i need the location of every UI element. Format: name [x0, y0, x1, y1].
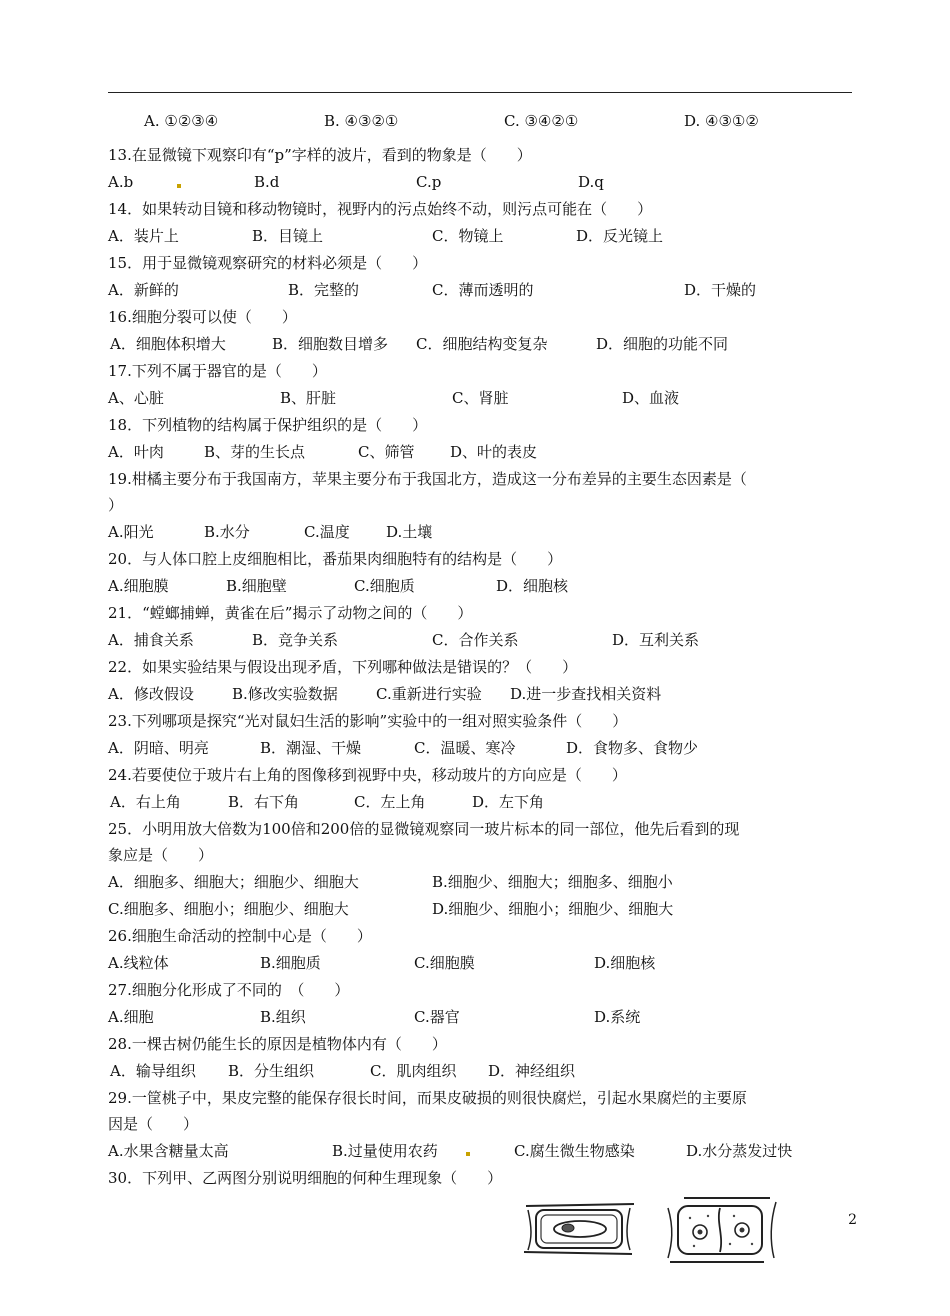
option-d: D．神经组织: [488, 1062, 576, 1080]
q30-stem: 30．下列甲、乙两图分别说明细胞的何种生理现象（ ）: [108, 1169, 503, 1187]
option-a: A．叶肉: [108, 443, 164, 461]
option-c: C．薄而透明的: [432, 281, 534, 299]
option-c: C.p: [416, 173, 442, 191]
option-a: A．修改假设: [108, 685, 194, 703]
option-b: B.细胞壁: [226, 577, 287, 595]
option-d: D.土壤: [386, 523, 433, 541]
option-b: B.d: [254, 173, 280, 191]
option-a: A．细胞体积增大: [110, 335, 226, 353]
option-b: B．潮湿、干燥: [260, 739, 362, 757]
option-c: C．肌肉组织: [370, 1062, 457, 1080]
option-c: C.温度: [304, 523, 350, 541]
q23-stem: 23.下列哪项是探究“光对鼠妇生活的影响”实验中的一组对照实验条件（ ）: [108, 712, 628, 730]
option-d: D.q: [578, 173, 604, 191]
option-d: D．左下角: [472, 793, 545, 811]
q25-stem-continued: 象应是（ ）: [108, 846, 214, 864]
option-b: B．右下角: [228, 793, 300, 811]
option-a: A．装片上: [108, 227, 179, 245]
option-a: A.线粒体: [108, 954, 169, 972]
option-a: A．右上角: [110, 793, 181, 811]
cell-diagram-jia: [522, 1198, 640, 1260]
yellow-dot-mark: [177, 184, 181, 188]
q19-stem-continued: ）: [108, 496, 124, 514]
option-a: A．细胞多、细胞大；细胞少、细胞大: [108, 873, 359, 891]
q29-stem: 29.一筐桃子中，果皮完整的能保存很长时间，而果皮破损的则很快腐烂，引起水果腐烂的主要原: [108, 1089, 747, 1107]
option-b: B.细胞质: [260, 954, 321, 972]
option-c: C.细胞质: [354, 577, 415, 595]
option-a: A、心脏: [108, 389, 164, 407]
q26-stem: 26.细胞生命活动的控制中心是（ ）: [108, 927, 372, 945]
q16-stem: 16.细胞分裂可以使（ ）: [108, 308, 297, 326]
option-a: A．输导组织: [110, 1062, 196, 1080]
option-a: A.水果含糖量太高: [108, 1142, 229, 1160]
option-c: C．细胞结构变复杂: [416, 335, 548, 353]
q28-stem: 28.一棵古树仍能生长的原因是植物体内有（ ）: [108, 1035, 447, 1053]
option-c: C．合作关系: [432, 631, 519, 649]
option-d: D．细胞核: [496, 577, 569, 595]
option-a: A.阳光: [108, 523, 154, 541]
option-a: A．新鲜的: [108, 281, 179, 299]
option-b: B. ④③②①: [324, 112, 399, 130]
q29-stem-continued: 因是（ ）: [108, 1115, 199, 1133]
q14-stem: 14．如果转动目镜和移动物镜时，视野内的污点始终不动，则污点可能在（ ）: [108, 200, 653, 218]
option-b: B．完整的: [288, 281, 360, 299]
option-a: A.细胞膜: [108, 577, 169, 595]
option-b: B.过量使用农药: [332, 1142, 438, 1160]
q20-stem: 20．与人体口腔上皮细胞相比，番茄果肉细胞特有的结构是（ ）: [108, 550, 563, 568]
option-b: B．竞争关系: [252, 631, 339, 649]
cell-diagram-yi: [664, 1192, 780, 1266]
option-c: C.腐生微生物感染: [514, 1142, 635, 1160]
option-b: B.修改实验数据: [232, 685, 338, 703]
q15-stem: 15．用于显微镜观察研究的材料必须是（ ）: [108, 254, 428, 272]
option-a: A．阴暗、明亮: [108, 739, 209, 757]
option-c: C.细胞膜: [414, 954, 475, 972]
q22-stem: 22．如果实验结果与假设出现矛盾，下列哪种做法是错误的？（ ）: [108, 658, 578, 676]
q25-stem: 25．小明用放大倍数为100倍和200倍的显微镜观察同一玻片标本的同一部位，他先后看到的现: [108, 820, 740, 838]
option-c: C.器官: [414, 1008, 460, 1026]
option-c: C.重新进行实验: [376, 685, 482, 703]
option-c: C. ③④②①: [504, 112, 579, 130]
option-c: C．物镜上: [432, 227, 504, 245]
option-d: D.细胞核: [594, 954, 656, 972]
option-d: D、血液: [622, 389, 680, 407]
option-d: D．干燥的: [684, 281, 757, 299]
q24-stem: 24.若要使位于玻片右上角的图像移到视野中央，移动玻片的方向应是（ ）: [108, 766, 627, 784]
option-d: D、叶的表皮: [450, 443, 538, 461]
option-d: D.系统: [594, 1008, 641, 1026]
option-b: B．细胞数目增多: [272, 335, 389, 353]
option-b: B.水分: [204, 523, 250, 541]
option-b: B.细胞少、细胞大；细胞多、细胞小: [432, 873, 673, 891]
option-b: B、芽的生长点: [204, 443, 306, 461]
option-b: B、肝脏: [280, 389, 337, 407]
option-d: D．食物多、食物少: [566, 739, 699, 757]
option-c: C、肾脏: [452, 389, 509, 407]
yellow-dot-mark: [466, 1152, 470, 1156]
option-a: A.b: [108, 173, 134, 191]
option-c: C．左上角: [354, 793, 426, 811]
option-d: D. ④③①②: [684, 112, 759, 130]
option-b: B．目镜上: [252, 227, 324, 245]
option-d: D.进一步查找相关资料: [510, 685, 662, 703]
option-a: A.细胞: [108, 1008, 154, 1026]
page-number: 2: [848, 1212, 857, 1228]
option-d: D．互利关系: [612, 631, 700, 649]
option-c: C、筛管: [358, 443, 415, 461]
option-d: D．细胞的功能不同: [596, 335, 729, 353]
option-a: A. ①②③④: [144, 112, 219, 130]
q17-stem: 17.下列不属于器官的是（ ）: [108, 362, 327, 380]
option-b: B.组织: [260, 1008, 306, 1026]
header-rule: [108, 92, 852, 93]
option-c: C.细胞多、细胞小；细胞少、细胞大: [108, 900, 349, 918]
option-d: D．反光镜上: [576, 227, 664, 245]
q21-stem: 21．“螳螂捕蝉，黄雀在后”揭示了动物之间的（ ）: [108, 604, 473, 622]
option-d: D.水分蒸发过快: [686, 1142, 793, 1160]
q18-stem: 18．下列植物的结构属于保护组织的是（ ）: [108, 416, 428, 434]
option-a: A．捕食关系: [108, 631, 194, 649]
option-c: C．温暖、寒冷: [414, 739, 516, 757]
option-d: D.细胞少、细胞小；细胞少、细胞大: [432, 900, 674, 918]
option-b: B．分生组织: [228, 1062, 315, 1080]
q13-stem: 13.在显微镜下观察印有“p”字样的波片，看到的物象是（ ）: [108, 146, 532, 164]
q19-stem: 19.柑橘主要分布于我国南方，苹果主要分布于我国北方，造成这一分布差异的主要生态因素是（: [108, 470, 747, 488]
q27-stem: 27.细胞分化形成了不同的 （ ）: [108, 981, 350, 999]
